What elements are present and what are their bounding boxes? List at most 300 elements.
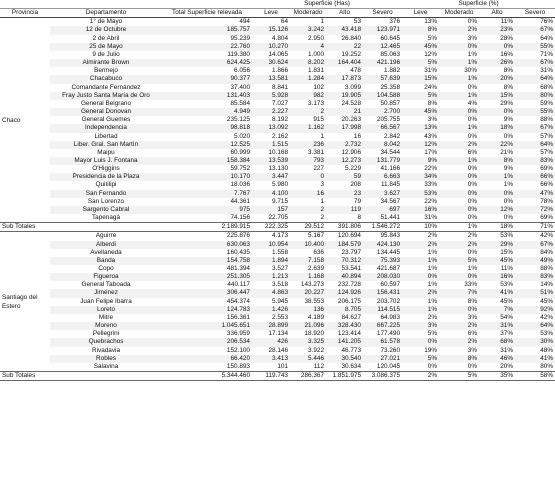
value-cell: 184.579 — [326, 241, 363, 249]
value-cell: 6% — [467, 148, 478, 156]
departamento-cell: Comandante Fernández — [71, 83, 141, 91]
value-cell: 45% — [540, 297, 554, 305]
value-cell: 208 — [350, 181, 361, 189]
value-cell: 12.525 — [162, 141, 252, 149]
value-cell: 102 — [313, 83, 324, 91]
value-cell: 236 — [290, 141, 326, 149]
subtotal-value: 35% — [479, 372, 515, 381]
subtotal-value: 71% — [515, 223, 555, 232]
col-header-leve-has: Leve — [252, 9, 290, 18]
value-cell: 11.845 — [380, 181, 401, 189]
value-cell: 1.213 — [252, 273, 290, 281]
value-cell: 1.426 — [252, 306, 290, 314]
value-cell: 2% — [427, 313, 438, 321]
value-cell: 208.030 — [363, 273, 402, 281]
value-cell: 22% — [479, 141, 515, 149]
table-row — [0, 330, 555, 338]
table-row — [0, 273, 555, 281]
value-cell: 84.627 — [341, 313, 361, 321]
value-cell: 2.842 — [384, 132, 401, 140]
table-row — [0, 338, 555, 346]
value-cell: 42% — [540, 232, 554, 240]
value-cell: 16 — [290, 190, 326, 198]
subtotal-value: 3.086.375 — [363, 372, 402, 381]
value-cell: 15% — [500, 248, 514, 256]
subtotal-value: 119.743 — [252, 372, 290, 381]
departamento-cell: Maipu — [97, 148, 115, 156]
value-cell: 478 — [350, 67, 361, 75]
table-row — [0, 241, 555, 249]
value-cell: 15% — [402, 75, 439, 83]
value-cell: 9% — [503, 116, 514, 124]
value-cell: 45% — [402, 108, 439, 116]
value-cell: 13.130 — [268, 165, 288, 173]
value-cell: 8% — [439, 355, 479, 363]
value-cell: 3.099 — [345, 83, 361, 91]
table-row — [0, 306, 555, 314]
value-cell: 1.515 — [252, 141, 290, 149]
value-cell: 21% — [500, 148, 514, 156]
value-cell: 37% — [500, 330, 514, 338]
value-cell: 33% — [464, 281, 478, 289]
table-row — [0, 181, 555, 189]
value-cell: 37.400 — [230, 83, 250, 91]
value-cell: 6.056 — [234, 67, 250, 75]
value-cell: 5% — [427, 330, 438, 338]
value-cell: 1.000 — [308, 50, 324, 58]
value-cell: 50.857 — [380, 99, 401, 107]
value-cell: 0% — [479, 108, 515, 116]
value-cell: 5% — [402, 92, 439, 100]
table-row — [0, 232, 555, 241]
value-cell: 11% — [500, 265, 514, 272]
value-cell: 31% — [424, 214, 438, 222]
value-cell: 31% — [540, 67, 554, 75]
value-cell: 328.430 — [326, 322, 363, 330]
departamento-cell: Quitilipi — [95, 181, 117, 189]
departamento-cell: San Fernando — [50, 190, 162, 198]
col-header-alto-pct: Alto — [479, 9, 515, 18]
value-cell: 154.758 — [162, 257, 252, 265]
value-cell: 421.687 — [376, 265, 401, 272]
value-cell: 426 — [252, 338, 290, 346]
value-cell: 0% — [467, 214, 478, 222]
departamento-cell: Juan Felipe Ibarra — [80, 297, 132, 305]
value-cell: 64.983 — [380, 313, 401, 321]
table-row — [0, 314, 555, 322]
value-cell: 2.950 — [308, 34, 324, 42]
value-cell: 67% — [515, 26, 555, 34]
value-cell: 22% — [424, 165, 438, 173]
value-cell: 376 — [389, 18, 401, 26]
value-cell: 83% — [515, 273, 555, 281]
value-cell: 24% — [424, 83, 438, 91]
value-cell: 30% — [515, 338, 555, 346]
value-cell: 120.694 — [337, 232, 361, 240]
value-cell: 46% — [479, 355, 515, 363]
value-cell: 2% — [439, 322, 479, 330]
subtotal-value: 391.806 — [326, 223, 363, 232]
value-cell: 150.893 — [226, 362, 250, 370]
value-cell: 1% — [479, 173, 515, 181]
value-cell: 8% — [503, 83, 514, 91]
value-cell: 630.063 — [162, 241, 252, 249]
value-cell: 17.134 — [268, 330, 288, 338]
value-cell: 2% — [439, 338, 479, 346]
value-cell: 152.100 — [226, 346, 250, 354]
value-cell: 1 — [320, 132, 324, 140]
value-cell: 57% — [540, 148, 554, 156]
value-cell: 59% — [540, 99, 554, 107]
table-row — [0, 206, 555, 214]
value-cell: 20.263 — [341, 116, 361, 124]
value-cell: 13.539 — [252, 157, 290, 165]
value-cell: 22.705 — [268, 214, 288, 222]
departamento-cell: General Donovan — [50, 108, 162, 116]
value-cell: 22.760 — [162, 43, 252, 51]
value-cell: 69% — [540, 214, 554, 222]
value-cell: 1 — [320, 197, 324, 205]
value-cell: 8% — [427, 99, 438, 107]
value-cell: 5.020 — [234, 132, 250, 140]
departamento-cell: Fray Justo Santa María de Oro — [50, 92, 162, 100]
value-cell: 9% — [503, 165, 514, 173]
value-cell: 28.146 — [268, 346, 288, 354]
value-cell: 124.783 — [162, 306, 252, 314]
value-cell: 156.361 — [226, 313, 250, 321]
value-cell: 20.227 — [290, 289, 326, 297]
value-cell: 4.949 — [162, 108, 252, 116]
value-cell: 4.189 — [308, 313, 324, 321]
table-row — [0, 26, 555, 34]
value-cell: 2.227 — [252, 108, 290, 116]
value-cell: 67% — [515, 124, 555, 132]
departamento-cell: O'Higgins — [92, 165, 120, 173]
table-row — [0, 347, 555, 355]
value-cell: 18.920 — [304, 330, 324, 338]
value-cell: 1% — [439, 92, 479, 100]
table-row — [0, 265, 555, 273]
value-cell: 16% — [500, 50, 514, 58]
value-cell: 64 — [280, 18, 288, 26]
table-row — [0, 281, 555, 289]
departamento-cell: General Belgrano — [80, 99, 132, 107]
departamento-cell: Mitre — [98, 313, 114, 321]
value-cell: 38.553 — [304, 297, 324, 305]
value-cell: 23 — [326, 190, 363, 198]
value-cell: 164.404 — [326, 59, 363, 67]
subtotal-value: 2% — [402, 372, 439, 381]
table-row — [0, 322, 555, 330]
table-row — [0, 67, 555, 75]
value-cell: 8.705 — [326, 306, 363, 314]
value-cell: 0% — [503, 132, 514, 140]
value-cell: 5% — [439, 257, 479, 265]
value-cell: 57% — [540, 132, 554, 140]
value-cell: 2 — [290, 206, 326, 214]
departamento-cell: Chacabuco — [50, 75, 162, 83]
value-cell: 13% — [424, 18, 438, 26]
departamento-cell: Salavina — [93, 362, 119, 370]
value-cell: 13.092 — [252, 124, 290, 132]
value-cell: 31% — [500, 346, 514, 354]
value-cell: 143.273 — [300, 281, 324, 289]
value-cell: 0% — [467, 362, 478, 370]
value-cell: 1.284 — [290, 75, 326, 83]
value-cell: 53% — [500, 281, 514, 289]
value-cell: 8% — [467, 297, 478, 305]
table-row — [0, 165, 555, 173]
value-cell: 1.866 — [272, 67, 288, 75]
value-cell: 8% — [479, 157, 515, 165]
value-cell: 7% — [479, 306, 515, 314]
value-cell: 43.418 — [326, 26, 363, 34]
value-cell: 85.063 — [380, 50, 401, 58]
value-cell: 0% — [439, 43, 479, 51]
value-cell: 203.702 — [376, 297, 401, 305]
value-cell: 12% — [479, 206, 515, 214]
col-header-alto-has: Alto — [326, 9, 363, 18]
col-header-departamento: Departamento — [50, 9, 162, 18]
table-row — [0, 35, 555, 43]
value-cell: 3.325 — [290, 338, 326, 346]
value-cell: 3.527 — [272, 265, 288, 272]
value-cell: 23.797 — [341, 248, 361, 256]
departamento-cell: 12 de Octubre — [50, 26, 162, 34]
value-cell: 43% — [424, 132, 438, 140]
value-cell: 123.414 — [337, 330, 361, 338]
value-cell: 98.818 — [162, 124, 252, 132]
value-cell: 22 — [326, 43, 363, 51]
col-header-leve-pct: Leve — [402, 9, 439, 18]
value-cell: 157 — [252, 206, 290, 214]
departamento-cell: San Lorenzo — [87, 197, 125, 205]
departamento-cell: Moreno — [50, 322, 162, 330]
value-cell: 9.715 — [272, 197, 288, 205]
value-cell: 119.380 — [227, 50, 250, 58]
departamento-cell: Alberdi — [50, 241, 162, 249]
value-cell: 697 — [363, 206, 402, 214]
value-cell: 1% — [439, 157, 479, 165]
value-cell: 1.882 — [384, 67, 401, 75]
value-cell: 131.403 — [162, 92, 252, 100]
value-cell: 8.202 — [290, 59, 326, 67]
table-row — [0, 355, 555, 363]
value-cell: 55% — [515, 108, 555, 116]
value-cell: 17% — [424, 148, 438, 156]
value-cell: 68% — [479, 338, 515, 346]
value-cell: 60.999 — [230, 148, 250, 156]
value-cell: 72% — [515, 206, 555, 214]
departamento-cell: Almirante Brown — [50, 59, 162, 67]
value-cell: 34.567 — [380, 197, 401, 205]
value-cell: 4.804 — [272, 34, 288, 42]
value-cell: 60.645 — [380, 34, 401, 42]
value-cell: 7% — [439, 289, 479, 297]
value-cell: 55% — [515, 43, 555, 51]
value-cell: 64% — [540, 34, 554, 42]
departamento-cell: Robles — [50, 355, 162, 363]
value-cell: 3.242 — [290, 26, 326, 34]
col-header-severo-pct: Severo — [515, 9, 555, 18]
value-cell: 1% — [439, 59, 479, 67]
value-cell: 45% — [500, 297, 514, 305]
value-cell: 3% — [402, 322, 439, 330]
value-cell: 134.445 — [376, 248, 401, 256]
value-cell: 1% — [439, 124, 479, 132]
value-cell: 2.732 — [326, 141, 363, 149]
value-cell: 131.779 — [363, 157, 402, 165]
departamento-cell: Avellaneda — [90, 248, 122, 256]
table-row — [0, 214, 555, 223]
value-cell: 0% — [467, 132, 478, 140]
departamento-cell: Mayor Luis J. Fontana — [50, 157, 162, 165]
value-cell: 49% — [515, 257, 555, 265]
value-cell: 34% — [402, 173, 439, 181]
departamento-cell: Aguirre — [95, 232, 117, 240]
value-cell: 0% — [439, 190, 479, 198]
value-cell: 2% — [439, 241, 479, 249]
value-cell: 10.170 — [162, 173, 252, 181]
value-cell: 41% — [479, 289, 515, 297]
value-cell: 2.639 — [308, 265, 324, 272]
departamento-cell: 25 de Mayo — [50, 43, 162, 51]
subtotal-value: 29.512 — [290, 223, 326, 232]
value-cell: 12.906 — [341, 148, 361, 156]
value-cell: 53% — [500, 232, 514, 240]
value-cell: 0% — [503, 197, 514, 205]
value-cell: 16% — [402, 206, 439, 214]
value-cell: 12% — [424, 50, 438, 58]
departamento-cell: Rivadavia — [91, 346, 121, 354]
value-cell: 424.130 — [363, 241, 402, 249]
value-cell: 1.162 — [290, 124, 326, 132]
value-cell: 46.773 — [341, 346, 361, 354]
value-cell: 59 — [326, 173, 363, 181]
value-cell: 793 — [290, 157, 326, 165]
value-cell: 8% — [503, 67, 514, 75]
value-cell: 11% — [500, 18, 514, 26]
value-cell: 28.899 — [252, 322, 290, 330]
value-cell: 454.374 — [226, 297, 250, 305]
value-cell: 0% — [467, 181, 478, 189]
value-cell: 0 — [290, 173, 326, 181]
value-cell: 67% — [515, 241, 555, 249]
value-cell: 20% — [479, 75, 515, 83]
table-row — [0, 59, 555, 67]
value-cell: 124.926 — [326, 289, 363, 297]
subtotal-value: 2.189.915 — [162, 223, 252, 232]
value-cell: 8.042 — [363, 141, 402, 149]
departamento-cell: Figueroa — [50, 273, 162, 281]
header-row-groups — [0, 0, 555, 9]
value-cell: 1% — [402, 306, 439, 314]
value-cell: 53% — [402, 190, 439, 198]
departamento-cell: General Taboada — [81, 281, 131, 289]
value-cell: 17.998 — [326, 124, 363, 132]
provincia-cell: Chaco — [0, 18, 50, 223]
value-cell: 53.541 — [341, 265, 361, 272]
value-cell: 421.196 — [363, 59, 402, 67]
value-cell: 205.755 — [376, 116, 401, 124]
value-cell: 2% — [402, 241, 439, 249]
subtotal-value: 1.546.272 — [363, 223, 402, 232]
table-row — [0, 249, 555, 257]
departamento-cell: Banda — [50, 257, 162, 265]
value-cell: 80% — [540, 362, 554, 370]
value-cell: 33% — [424, 181, 438, 189]
departamento-cell: Pellegrini — [92, 330, 120, 338]
subtotal-value: 10% — [402, 223, 439, 232]
value-cell: 54% — [500, 313, 514, 321]
value-cell: 19.252 — [341, 50, 361, 58]
value-cell: 0% — [467, 18, 478, 26]
subtotal-row — [0, 223, 555, 232]
value-cell: 0% — [467, 83, 478, 91]
value-cell: 79 — [353, 197, 361, 205]
value-cell: 66% — [515, 173, 555, 181]
value-cell: 232.728 — [337, 281, 361, 289]
value-cell: 4.863 — [252, 289, 290, 297]
table-row — [0, 257, 555, 265]
value-cell: 85.584 — [230, 99, 250, 107]
col-header-moderado-has: Moderado — [290, 9, 326, 18]
value-cell: 1.894 — [252, 257, 290, 265]
value-cell: 59.752 — [230, 165, 250, 173]
table-row — [0, 124, 555, 132]
value-cell: 88% — [540, 265, 554, 272]
value-cell: 0% — [439, 273, 479, 281]
group-header-has: Superficie (Has) — [252, 0, 402, 9]
value-cell: 34.544 — [380, 148, 401, 156]
value-cell: 48% — [540, 346, 554, 354]
departamento-cell: Presidencia de la Plaza — [50, 173, 162, 181]
value-cell: 8.841 — [272, 83, 288, 91]
value-cell: 2.162 — [272, 132, 288, 140]
value-cell: 4.100 — [252, 190, 290, 198]
value-cell: 636 — [313, 248, 324, 256]
value-cell: 177.490 — [376, 330, 401, 338]
value-cell: 2% — [439, 141, 479, 149]
group-header-pct: Superficie (%) — [402, 0, 555, 9]
value-cell: 57.639 — [363, 75, 402, 83]
value-cell: 24.528 — [341, 99, 361, 107]
value-cell: 0% — [439, 306, 479, 314]
value-cell: 4 — [290, 43, 326, 51]
table-row — [0, 51, 555, 59]
value-cell: 21.096 — [290, 322, 326, 330]
subtotal-row — [0, 372, 555, 381]
value-cell: 26% — [479, 59, 515, 67]
value-cell: 5% — [402, 59, 439, 67]
value-cell: 70.312 — [326, 257, 363, 265]
value-cell: 53% — [540, 330, 554, 338]
value-cell: 2% — [439, 26, 479, 34]
departamento-cell: Copo — [98, 265, 114, 272]
value-cell: 20% — [500, 362, 514, 370]
value-cell: 206.175 — [337, 297, 361, 305]
departamento-cell: Bermejo — [94, 67, 118, 75]
value-cell: 0% — [479, 43, 515, 51]
value-cell: 15.126 — [252, 26, 290, 34]
value-cell: 6% — [467, 330, 478, 338]
value-cell: 23% — [479, 26, 515, 34]
value-cell: 227 — [313, 165, 324, 173]
value-cell: 64% — [515, 322, 555, 330]
value-cell: 141.205 — [326, 338, 363, 346]
value-cell: 73.260 — [380, 346, 401, 354]
value-cell: 104.588 — [363, 92, 402, 100]
